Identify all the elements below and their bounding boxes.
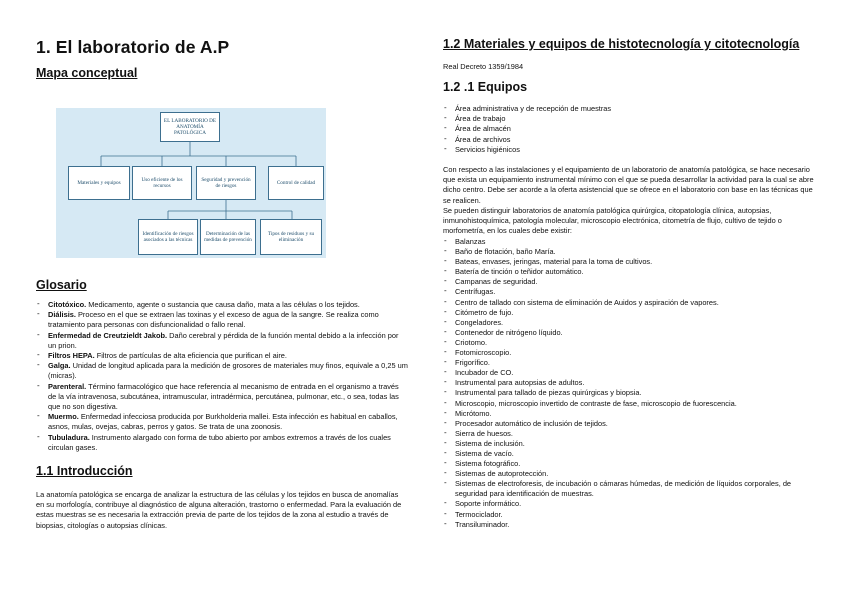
concept-materials-box: Materiales y equipos bbox=[68, 166, 130, 200]
decree-reference: Real Decreto 1359/1984 bbox=[443, 62, 524, 71]
equipment-item: - Instrumental para tallado de piezas quirúrgicas y biopsia. bbox=[443, 388, 821, 398]
equipment-item: - Sistema de vacío. bbox=[443, 449, 821, 459]
glossary-definition: Daño cerebral y pérdida de la función mental debido a la infección por un prion. bbox=[48, 330, 399, 350]
lab-types-paragraph: Se pueden distinguir laboratorios de anatomía patológica quirúrgica, citopatología clínica, autopsias, inmunohistoquímica, patología molecular, microscopio electrónica, citometría de flujo, cultivo de tejido o morfometría, en los cuales debe existir: bbox=[443, 206, 782, 236]
glossary-definition: Término farmacológico que hace referencia al mecanismo de entrada en el organismo a través de la vía intravenosa, subcutánea, intramuscular, intradérmica, percutánea, pulmonar, etc., o sea, todas las que no son digestiva. bbox=[48, 381, 399, 412]
concept-prevention-box: Determinación de las medidas de prevención bbox=[200, 219, 256, 255]
equipment-item: - Sistemas de autoprotección. bbox=[443, 469, 821, 479]
equipment-item: - Centrífugas. bbox=[443, 287, 821, 297]
glossary-term: Muermo. bbox=[48, 412, 79, 422]
equipment-item: - Sierra de huesos. bbox=[443, 429, 821, 439]
equipment-list bbox=[443, 237, 821, 530]
glossary-list bbox=[36, 300, 408, 453]
equipment-item: - Frigorífico. bbox=[443, 358, 821, 368]
equipment-item: - Campanas de seguridad. bbox=[443, 277, 821, 287]
equipment-item: - Congeladores. bbox=[443, 318, 821, 328]
concept-risk-id-box: Identificación de riesgos asociados a las técnicas bbox=[138, 219, 198, 255]
glossary-definition: Instrumento alargado con forma de tubo abierto por ambos extremos a través de los cuales circulan gases. bbox=[48, 432, 391, 452]
glossary-item bbox=[36, 361, 408, 381]
equipment-item: - Procesador automático de inclusión de tejidos. bbox=[443, 419, 821, 429]
area-item: - Área de trabajo bbox=[443, 114, 821, 124]
equipment-item: - Instrumental para autopsias de adultos. bbox=[443, 378, 821, 388]
concept-resources-box: Uso eficiente de los recursos bbox=[132, 166, 192, 200]
equipment-item: - Baño de flotación, baño María. bbox=[443, 247, 821, 257]
equipment-item: - Soporte informático. bbox=[443, 499, 821, 509]
glossary-term: Tubuladura. bbox=[48, 432, 90, 442]
concept-map-heading: Mapa conceptual bbox=[36, 66, 138, 80]
equipment-item: - Balanzas bbox=[443, 237, 821, 247]
glossary-definition: Unidad de longitud aplicada para la medición de grosores de materiales muy finos, equivale a 0,25 um (micras). bbox=[48, 361, 408, 381]
glossary-term: Parenteral. bbox=[48, 381, 87, 391]
area-item: - Servicios higiénicos bbox=[443, 145, 821, 155]
area-item: - Área administrativa y de recepción de muestras bbox=[443, 104, 821, 114]
glossary-item bbox=[36, 412, 408, 432]
equipment-item: - Transiluminador. bbox=[443, 520, 821, 530]
equipment-item: - Citómetro de fujo. bbox=[443, 308, 821, 318]
equipment-item: - Centro de tallado con sistema de eliminación de Auidos y aspiración de vapores. bbox=[443, 298, 821, 308]
concept-quality-box: Control de calidad bbox=[268, 166, 324, 200]
section-heading: 1.2 Materiales y equipos de histotecnología y citotecnología bbox=[443, 37, 800, 51]
glossary-term: Diálisis. bbox=[48, 310, 76, 320]
glossary-heading: Glosario bbox=[36, 278, 87, 292]
glossary-term: Galga. bbox=[48, 361, 71, 371]
glossary-term: Enfermedad de Creutzieldt Jakob. bbox=[48, 330, 168, 340]
concept-safety-box: Seguridad y prevención de riesgos bbox=[196, 166, 256, 200]
concept-root-box: EL LABORATORIO DE ANATOMÍA PATOLÓGICA bbox=[160, 112, 220, 142]
equipos-heading: 1.2 .1 Equipos bbox=[443, 80, 528, 94]
glossary-definition: Enfermedad infecciosa producida por Burkholderia mallei. Esta infección es habitual en caballos, asnos, mulas, ovejas, cabras, perros y gatos. Se trata de una zoonosis. bbox=[48, 412, 398, 432]
glossary-definition: Medicamento, agente o sustancia que causa daño, mata a las células o los tejidos. bbox=[86, 300, 360, 309]
equipment-item: - Microscopio, microscopio invertido de contraste de fase, microscopio de fuorescencia. bbox=[443, 399, 821, 409]
area-item: - Área de archivos bbox=[443, 135, 821, 145]
equipment-item: - Termociclador. bbox=[443, 510, 821, 520]
equipment-item: - Bateas, envases, jeringas, material para la toma de cultivos. bbox=[443, 257, 821, 267]
equipment-item: - Sistema fotográfico. bbox=[443, 459, 821, 469]
glossary-definition: Proceso en el que se extraen las toxinas y el exceso de agua de la sangre. Se realiza como tratamiento para personas con disfuncionalidad o fallo renal. bbox=[48, 310, 379, 330]
concept-map-figure bbox=[56, 108, 326, 258]
concept-waste-box: Tipos de residuos y su eliminación bbox=[260, 219, 322, 255]
glossary-item bbox=[36, 351, 408, 361]
glossary-item bbox=[36, 331, 408, 351]
areas-list bbox=[443, 104, 821, 155]
installations-paragraph: Con respecto a las instalaciones y el equipamiento de un laboratorio de anatomía patológica, se hace necesario que exista un equipamiento instrumental mínimo con el que se pueda desarrollar la actividad para la cual se abre dicho centro. Debe ser acorde a la oferta asistencial que se ofrece en el laboratorio con base en las técnicas que se realicen. bbox=[443, 165, 814, 205]
page-title: 1. El laboratorio de A.P bbox=[36, 37, 230, 57]
equipment-item: - Sistemas de electroforesis, de incubación o cámaras húmedas, de medición de líquidos corporales, de seguridad para identificación de muestras. bbox=[443, 479, 821, 499]
intro-heading: 1.1 Introducción bbox=[36, 464, 133, 478]
equipment-item: - Incubador de CO. bbox=[443, 368, 821, 378]
glossary-term: Filtros HEPA. bbox=[48, 351, 95, 361]
glossary-item bbox=[36, 300, 408, 310]
equipment-item: - Criotomo. bbox=[443, 338, 821, 348]
equipment-item: - Contenedor de nitrógeno líquido. bbox=[443, 328, 821, 338]
glossary-item bbox=[36, 433, 408, 453]
glossary-item bbox=[36, 310, 408, 330]
equipment-item: - Batería de tinción o teñidor automático. bbox=[443, 267, 821, 277]
equipment-item: - Micrótomo. bbox=[443, 409, 821, 419]
area-item: - Área de almacén bbox=[443, 124, 821, 134]
equipment-item: - Fotomicroscopio. bbox=[443, 348, 821, 358]
glossary-term: Citotóxico. bbox=[48, 300, 87, 309]
equipment-item: - Sistema de inclusión. bbox=[443, 439, 821, 449]
glossary-definition: Filtros de partículas de alta eficiencia que purifican el aire. bbox=[94, 351, 287, 361]
glossary-item bbox=[36, 382, 408, 413]
intro-paragraph: La anatomía patológica se encarga de analizar la estructura de las células y los tejidos en busca de anomalías en su morfología, contribuye al diagnóstico de alguna alteración, trastorno o enfermedad. Para la evaluación de estas muestras se es necesaria la extracción previa de parte de los tejidos de la zona al estudio a través de biopsias, citologías o autopsias clínicas. bbox=[36, 490, 402, 530]
